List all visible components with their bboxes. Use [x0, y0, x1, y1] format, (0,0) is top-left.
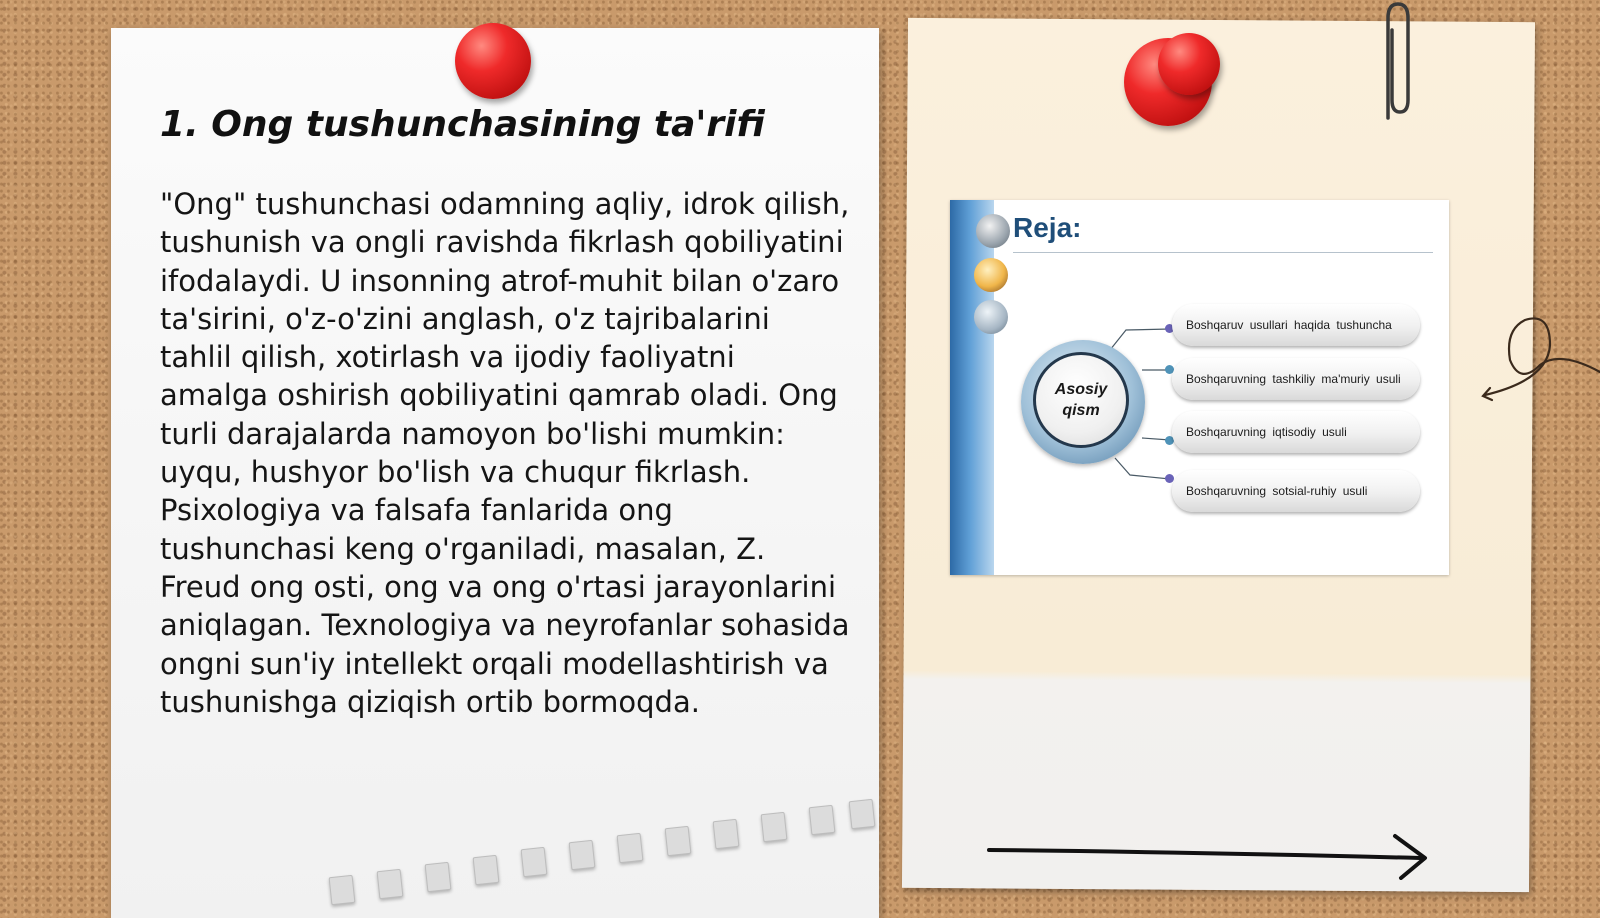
- paper-tab: [665, 826, 692, 856]
- plan-item: Boshqaruvning tashkiliy ma'muriy usuli: [1172, 358, 1420, 400]
- paper-tab: [377, 869, 404, 899]
- plan-item: Boshqaruvning sotsial-ruhiy usuli: [1172, 470, 1420, 512]
- diagram-hub: [1021, 340, 1145, 464]
- paper-tab: [425, 862, 452, 892]
- paper-tab: [849, 799, 876, 829]
- slide-image: [950, 200, 1449, 575]
- paper-tab: [329, 875, 356, 905]
- arrow-right-icon: [985, 830, 1445, 880]
- paper-tab: [713, 819, 740, 849]
- section-heading: 1. Ong tushunchasining ta'rifi: [160, 104, 765, 145]
- squiggle-arrow-icon: [1480, 310, 1600, 410]
- hub-label-line2: qism: [1062, 402, 1100, 419]
- paperclip-icon: [1374, 0, 1414, 125]
- hub-label-line1: Asosiy: [1054, 381, 1108, 398]
- paper-tab: [569, 840, 596, 870]
- push-pin-icon: [455, 23, 531, 99]
- slide-title: Reja:: [1013, 212, 1082, 243]
- paper-tab: [521, 847, 548, 877]
- body-paragraph: "Ong" tushunchasi odamning aqliy, idrok qilish, tushunish va ongli ravishda fikrlash qobiliyatini ifodalaydi. U insonning atrof-muhit bilan o'zaro ta'sirini, o'z-o'zini anglash, o'z tajribalarini tahlil qilish, xotirlash va ijodiy faoliyatni amalga oshirish qobiliyatini qamrab oladi. Ong turli darajalarda namoyon bo'lishi mumkin: uyqu, hushyor bo'lish va chuqur fikrlash. Psixologiya va falsafa fanlarida ong tushunchasi keng o'rganiladi, masalan, Z. Freud ong osti, ong va ong o'rtasi jarayonlarini aniqlagan. Texnologiya va neyrofanlar sohasida ongni sun'iy intellekt orqali modellashtirish va tushunishga qiziqish ortib bormoqda.: [160, 187, 850, 719]
- push-pin-icon: [1158, 33, 1220, 95]
- paper-tab: [473, 855, 500, 885]
- plan-item: Boshqaruvning iqtisodiy usuli: [1172, 411, 1420, 453]
- torn-paper-tabs: [310, 800, 890, 900]
- paper-tab: [809, 805, 836, 835]
- paper-tab: [761, 812, 788, 842]
- hub-label: [1033, 352, 1129, 448]
- connector-dot: [1165, 474, 1174, 483]
- plan-item: Boshqaruv usullari haqida tushuncha: [1172, 304, 1420, 346]
- paper-tab: [617, 833, 644, 863]
